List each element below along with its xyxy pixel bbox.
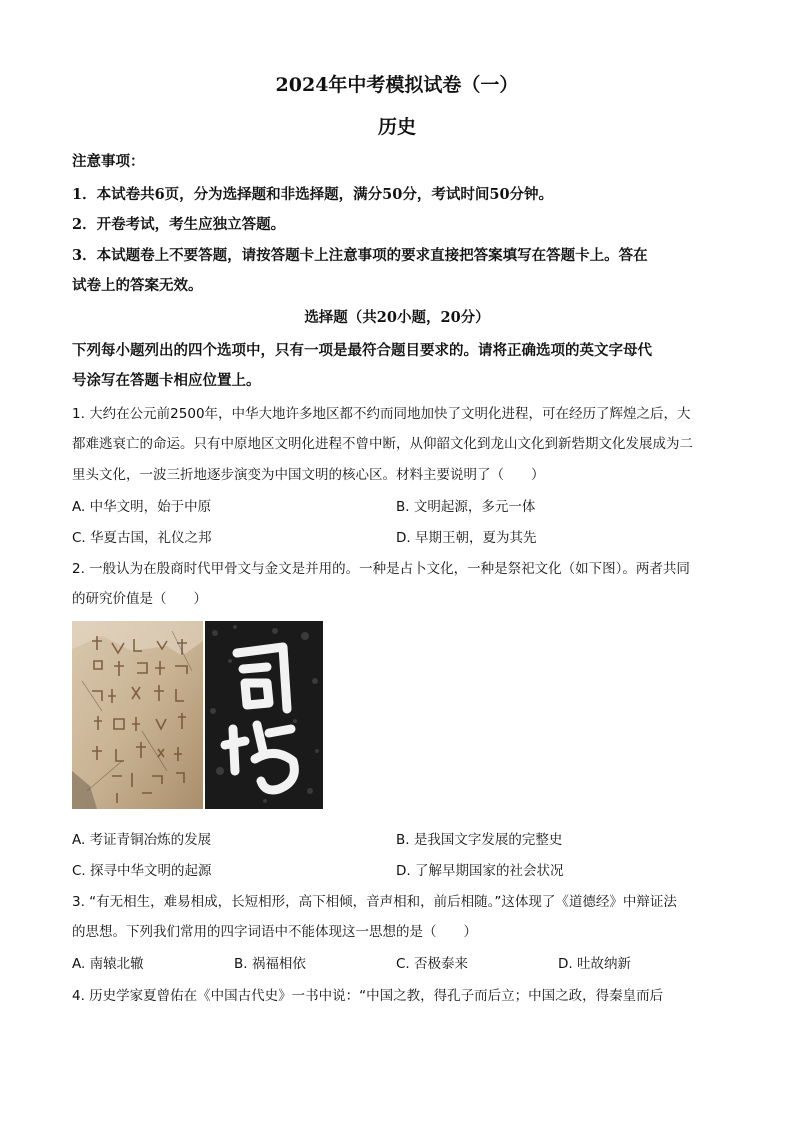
notice-heading: 注意事项：: [72, 153, 145, 170]
q3-option-d: D. 吐故纳新: [558, 956, 631, 972]
q2-option-d: D. 了解早期国家的社会状况: [396, 863, 564, 879]
q1-option-c: C. 华夏古国，礼仪之邦: [72, 530, 212, 546]
q1-line-3: 里头文化，一波三折地逐步演变为中国文明的核心区。材料主要说明了（ ）: [72, 467, 545, 483]
oracle-bone-image: [72, 621, 203, 809]
q2-line-2: 的研究价值是（ ）: [72, 591, 207, 607]
notice-item-1: 1．本试卷共6页，分为选择题和非选择题，满分50分，考试时间50分钟。: [72, 186, 554, 203]
q1-line-1: 1. 大约在公元前2500年，中华大地许多地区都不约而同地加快了文明化进程，可在经历了辉煌之后，大: [72, 406, 691, 422]
q3-line-1: 3. “有无相生，难易相成，长短相形，高下相倾，音声相和，前后相随。”这体现了《道德经》中辩证法: [72, 894, 677, 910]
notice-item-3: 3．本试题卷上不要答题，请按答题卡上注意事项的要求直接把答案填写在答题卡上。答在: [72, 247, 648, 264]
q3-line-2: 的思想。下列我们常用的四字词语中不能体现这一思想的是（ ）: [72, 924, 477, 940]
notice-item-2: 2．开卷考试，考生应独立答题。: [72, 216, 286, 233]
q2-line-1: 2. 一般认为在殷商时代甲骨文与金文是并用的。一种是占卜文化，一种是祭祀文化（如下图）。两者共同: [72, 561, 690, 577]
section-instructions-1: 下列每小题列出的四个选项中，只有一项是最符合题目要求的。请将正确选项的英文字母代: [72, 342, 652, 359]
section-title: 选择题（共20小题，20分）: [304, 309, 490, 326]
q3-option-c: C. 否极泰来: [396, 956, 469, 972]
q4-line-1: 4. 历史学家夏曾佑在《中国古代史》一书中说：“中国之教，得孔子而后立；中国之政，得秦皇而后: [72, 988, 664, 1004]
q2-option-b: B. 是我国文字发展的完整史: [396, 832, 563, 848]
section-instructions-2: 号涂写在答题卡相应位置上。: [72, 372, 261, 389]
q1-option-b: B. 文明起源，多元一体: [396, 499, 536, 515]
q3-option-a: A. 南辕北辙: [72, 956, 144, 972]
q1-option-a: A. 中华文明，始于中原: [72, 499, 212, 515]
q1-line-2: 都难逃衰亡的命运。只有中原地区文明化进程不曾中断，从仰韶文化到龙山文化到新砦期文化发展成为二: [72, 436, 693, 452]
q2-option-c: C. 探寻中华文明的起源: [72, 863, 212, 879]
notice-item-3-cont: 试卷上的答案无效。: [72, 277, 203, 294]
bronze-inscription-image: [205, 621, 323, 809]
q2-option-a: A. 考证青铜冶炼的发展: [72, 832, 212, 848]
q3-option-b: B. 祸福相依: [234, 956, 306, 972]
exam-title: 2024年中考模拟试卷（一）: [275, 74, 519, 96]
q1-option-d: D. 早期王朝，夏为其先: [396, 530, 537, 546]
exam-subject: 历史: [377, 116, 416, 138]
